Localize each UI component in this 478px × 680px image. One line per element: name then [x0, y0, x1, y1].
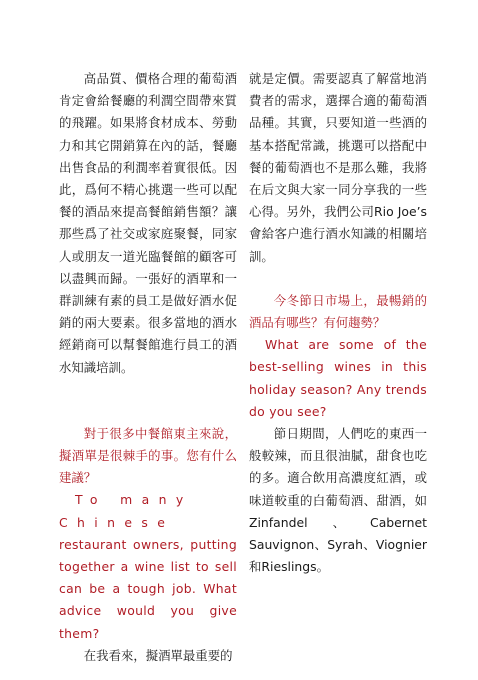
- question-1-english-line1: To many Chinese: [59, 492, 193, 530]
- answer-1-continued: 就是定價。需要認真了解當地消費者的需求，選擇合適的葡萄酒品種。其實，只要知道一些酒的基本搭配常識，挑選可以搭配中餐的葡萄酒也不是那么難，我將在后文與大家一同分享我的一些心得。另外，我們公司Rio Joe’s會給客户進行酒水知識的相關培訓。: [249, 71, 427, 264]
- answer-2: 節日期間，人們吃的東西一般較辣，而且很油膩，甜食也吃的多。適合飲用高濃度紅酒，或味道較重的白葡萄酒、甜酒，如Zinfandel、Cabernet Sauvignon、Syrah、Viognier和Rieslings。: [249, 426, 427, 575]
- question-1-english: restaurant owners, putting together a wine list to sell can be a tough job. What advice would you give them?: [59, 536, 237, 641]
- intro-paragraph: 高品質、價格合理的葡萄酒肯定會給餐廳的利潤空間帶來質的飛躍。如果將食材成本、勞動力和其它開銷算在內的話，餐廳出售食品的利潤率着實很低。因此，爲何不精心挑選一些可以配餐的酒品來提高餐館銷售額？讓那些爲了社交或家庭聚餐，同家人或朋友一道光臨餐館的顧客可以盡興而歸。一張好的酒單和一群訓練有素的員工是做好酒水促銷的兩大要素。很多當地的酒水經銷商可以幫餐館進行員工的酒水知識培訓。: [59, 71, 237, 375]
- left-column: [59, 68, 237, 667]
- spacer: [59, 379, 237, 401]
- right-column: [249, 68, 427, 578]
- question-1-chinese: 對于很多中餐館東主來說，擬酒單是很棘手的事。您有什么建議？: [59, 425, 237, 486]
- question-2-chinese: 今冬節日市場上，最暢銷的酒品有哪些？有何趨勢？: [249, 292, 427, 331]
- spacer: [59, 401, 237, 423]
- question-2-english: What are some of the best-selling wines in this holiday season? Any trends do you see?: [249, 337, 428, 419]
- spacer: [249, 268, 427, 290]
- answer-1-start: 在我看來，擬酒單最重要的: [83, 647, 233, 663]
